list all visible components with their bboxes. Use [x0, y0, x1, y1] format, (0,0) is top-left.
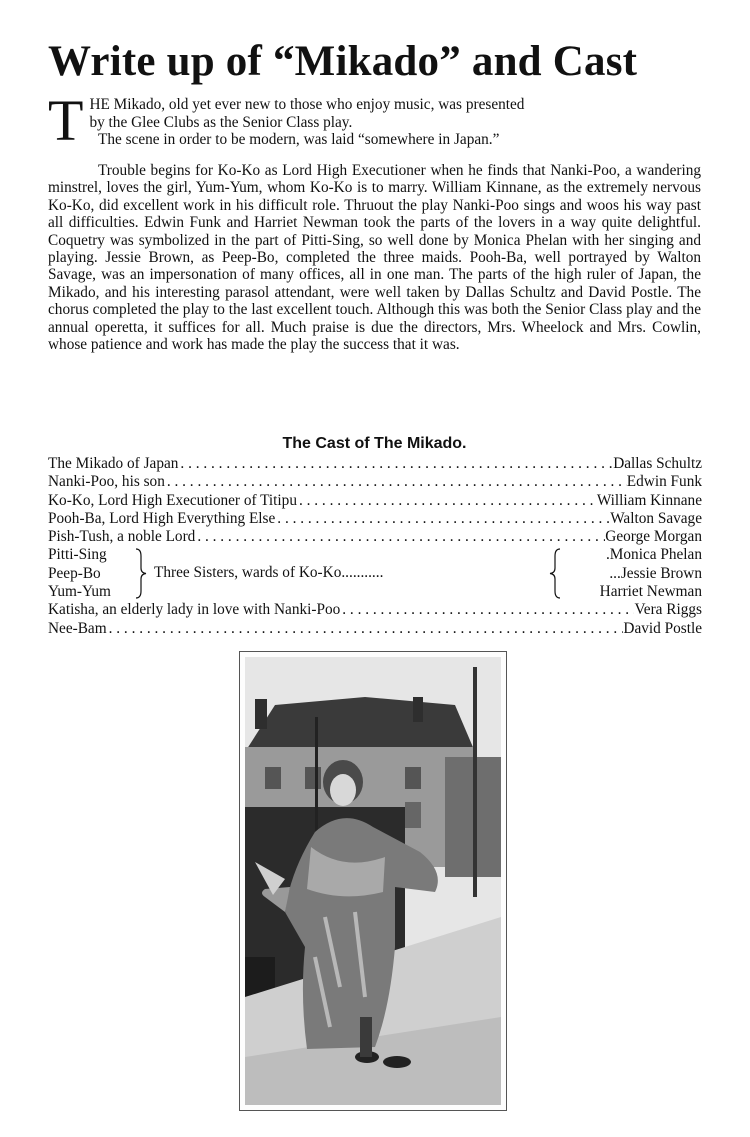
cast-role: Pitti-Sing	[48, 546, 107, 564]
cast-role: Katisha, an elderly lady in love with Nanki-Poo	[48, 601, 341, 619]
three-sisters-group	[48, 546, 702, 601]
cast-row	[48, 473, 702, 491]
cast-actor: Vera Riggs	[634, 601, 702, 619]
leader-dots	[297, 492, 597, 510]
cast-actor: David Postle	[623, 619, 702, 637]
cast-role: Nee-Bam	[48, 619, 107, 637]
cast-row	[48, 528, 702, 546]
sister-names	[48, 546, 132, 601]
leader-dots	[340, 601, 634, 619]
cast-actor: .Monica Phelan	[605, 546, 702, 564]
cast-row	[48, 510, 702, 528]
cast-actor: Edwin Funk	[626, 473, 702, 491]
cast-actor: William Kinnane	[596, 491, 702, 509]
cast-role: Yum-Yum	[48, 583, 111, 601]
cast-role: Pooh-Ba, Lord High Everything Else	[48, 509, 276, 527]
intro-paragraph	[48, 88, 701, 153]
cast-role: Peep-Bo	[48, 564, 101, 582]
cast-row	[48, 601, 702, 619]
drop-cap: T	[48, 88, 84, 153]
sister-actors	[562, 546, 702, 601]
intro-line: by the Glee Clubs as the Senior Class play.	[89, 113, 353, 131]
cast-row	[48, 492, 702, 510]
leader-dots	[275, 510, 610, 528]
sisters-description: Three Sisters, wards of Ko-Ko...........	[154, 564, 384, 582]
leader-dots	[165, 473, 627, 491]
photo-image	[245, 657, 501, 1105]
leader-dots	[107, 620, 624, 638]
intro-line: HE Mikado, old yet ever new to those who enjoy music, was presented	[89, 96, 525, 113]
cast-actor: ...Jessie Brown	[609, 564, 702, 582]
cast-role: Nanki-Poo, his son	[48, 473, 165, 491]
page-title: Write up of “Mikado” and Cast	[48, 38, 638, 85]
cast-actor: George Morgan	[605, 528, 702, 546]
cast-actor: Walton Savage	[610, 509, 702, 527]
cast-row	[48, 455, 702, 473]
cast-role: Ko-Ko, Lord High Executioner of Titipu	[48, 491, 297, 509]
leader-dots	[178, 455, 613, 473]
leader-dots	[195, 528, 605, 546]
cast-heading: The Cast of The Mikado.	[282, 435, 467, 452]
cast-photograph	[239, 651, 507, 1111]
cast-role: Pish-Tush, a noble Lord	[48, 528, 196, 546]
intro-line: The scene in order to be modern, was laid “somewhere in Japan.”	[98, 131, 500, 149]
cast-row	[48, 620, 702, 638]
cast-role: The Mikado of Japan	[48, 455, 179, 472]
right-brace	[548, 546, 562, 601]
article-body	[48, 162, 701, 353]
left-brace	[134, 546, 148, 601]
body-paragraph: Trouble begins for Ko-Ko as Lord High Executioner when he finds that Nanki-Poo, a wandering minstrel, loves the girl, Yum-Yum, whom Ko-Ko is to marry. William Kinnane, as the extremely nervous Ko-Ko, did excellent work in his difficult role. Thruout the play Nanki-Poo sings and woos his way past all difficulties. Edwin Funk and Harriet Newman took the parts of the lovers in a way quite delightful. Coquetry was symbolized in the part of Pitti-Sing, so well done by Monica Phelan with her singing and playing. Jessie Brown, as Peep-Bo, completed the three maids. Pooh-Ba, well portrayed by Walton Savage, was an impersonation of many offices, all in one man. The parts of the high ruler of Japan, the Mikado, and his interesting parasol attendant, were well taken by Dallas Schultz and David Postle. The chorus completed the play to the last excellent touch. Although this was both the Senior Class play and the annual operetta, it suffices for all. Much praise is due the directors, Mrs. Wheelock and Mrs. Cowlin, whose patience and work has made the play the success that it was.	[48, 162, 701, 354]
cast-actor: Dallas Schultz	[613, 455, 702, 472]
cast-list	[48, 455, 702, 638]
cast-actor: Harriet Newman	[599, 583, 702, 601]
